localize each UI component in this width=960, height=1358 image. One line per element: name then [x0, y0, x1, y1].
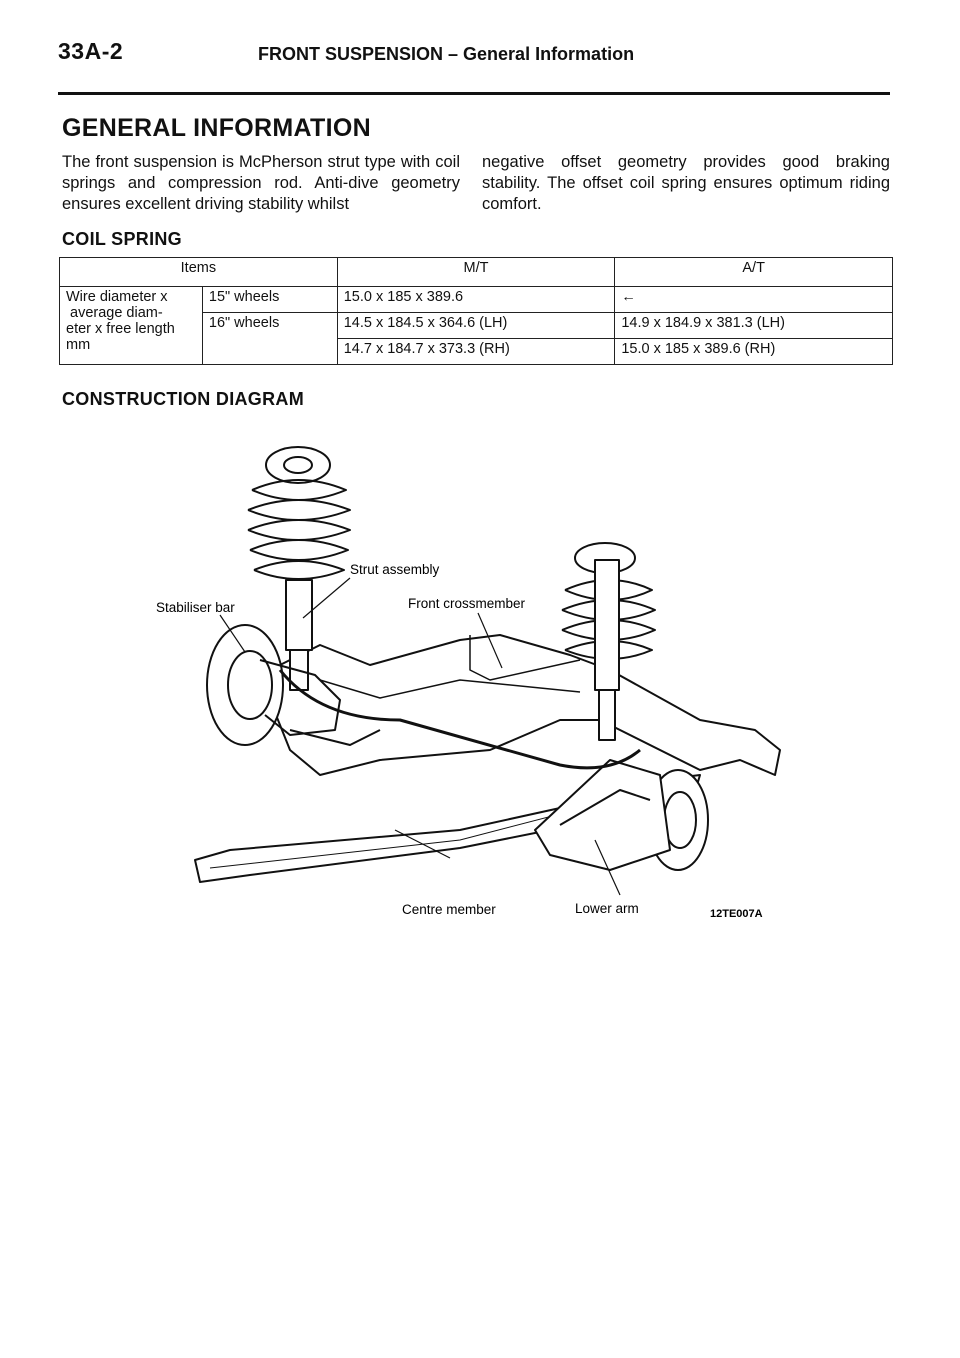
table-row — [60, 287, 893, 313]
at-value-cell: 14.9 x 184.9 x 381.3 (LH) — [615, 313, 893, 339]
right-hub-lower-arm — [535, 760, 708, 870]
page-number: 33A-2 — [58, 38, 124, 64]
item-label-cell — [60, 287, 203, 365]
header-mt: M/T — [337, 258, 615, 287]
construction-diagram-heading: CONSTRUCTION DIAGRAM — [62, 389, 304, 409]
label-front-crossmember: Front crossmember — [408, 596, 526, 611]
section-subtitle: General Information — [463, 44, 635, 64]
header-items: Items — [60, 258, 338, 287]
header-at: A/T — [615, 258, 893, 287]
wheel-size-cell: 16" wheels — [202, 313, 337, 365]
page-title: GENERAL INFORMATION — [62, 114, 371, 142]
item-label-line: average diam- — [70, 305, 163, 321]
coil-spring-table — [59, 257, 893, 365]
section-title — [258, 44, 634, 65]
construction-diagram — [140, 430, 820, 940]
label-lower-arm: Lower arm — [575, 901, 639, 916]
at-value-cell: ← — [615, 287, 893, 313]
at-value-cell: 15.0 x 185 x 389.6 (RH) — [615, 339, 893, 365]
mt-value-cell: 14.5 x 184.5 x 364.6 (LH) — [337, 313, 615, 339]
label-centre-member: Centre member — [402, 902, 496, 917]
intro-paragraph-left: The front suspension is McPherson strut type with coil springs and compression rod. Anti-dive geometry ensures excellent driving stability whilst — [62, 153, 460, 213]
mt-value-cell: 15.0 x 185 x 389.6 — [337, 287, 615, 313]
label-stabiliser-bar: Stabiliser bar — [156, 600, 235, 615]
item-label-line: Wire diameter x — [66, 289, 168, 305]
section-title-main: FRONT SUSPENSION – — [258, 44, 464, 64]
coil-spring-heading: COIL SPRING — [62, 229, 182, 249]
header-rule — [58, 92, 890, 95]
table-header-row — [60, 258, 893, 287]
figure-code: 12TE007A — [710, 908, 763, 920]
label-strut-assembly: Strut assembly — [350, 562, 440, 577]
intro-paragraph-right: negative offset geometry provides good braking stability. The offset coil spring ensures optimum riding comfort. — [482, 153, 890, 213]
mt-value-cell: 14.7 x 184.7 x 373.3 (RH) — [337, 339, 615, 365]
wheel-size-cell: 15" wheels — [202, 287, 337, 313]
item-label-line: mm — [66, 337, 91, 353]
item-label-line: eter x free length — [66, 321, 175, 337]
